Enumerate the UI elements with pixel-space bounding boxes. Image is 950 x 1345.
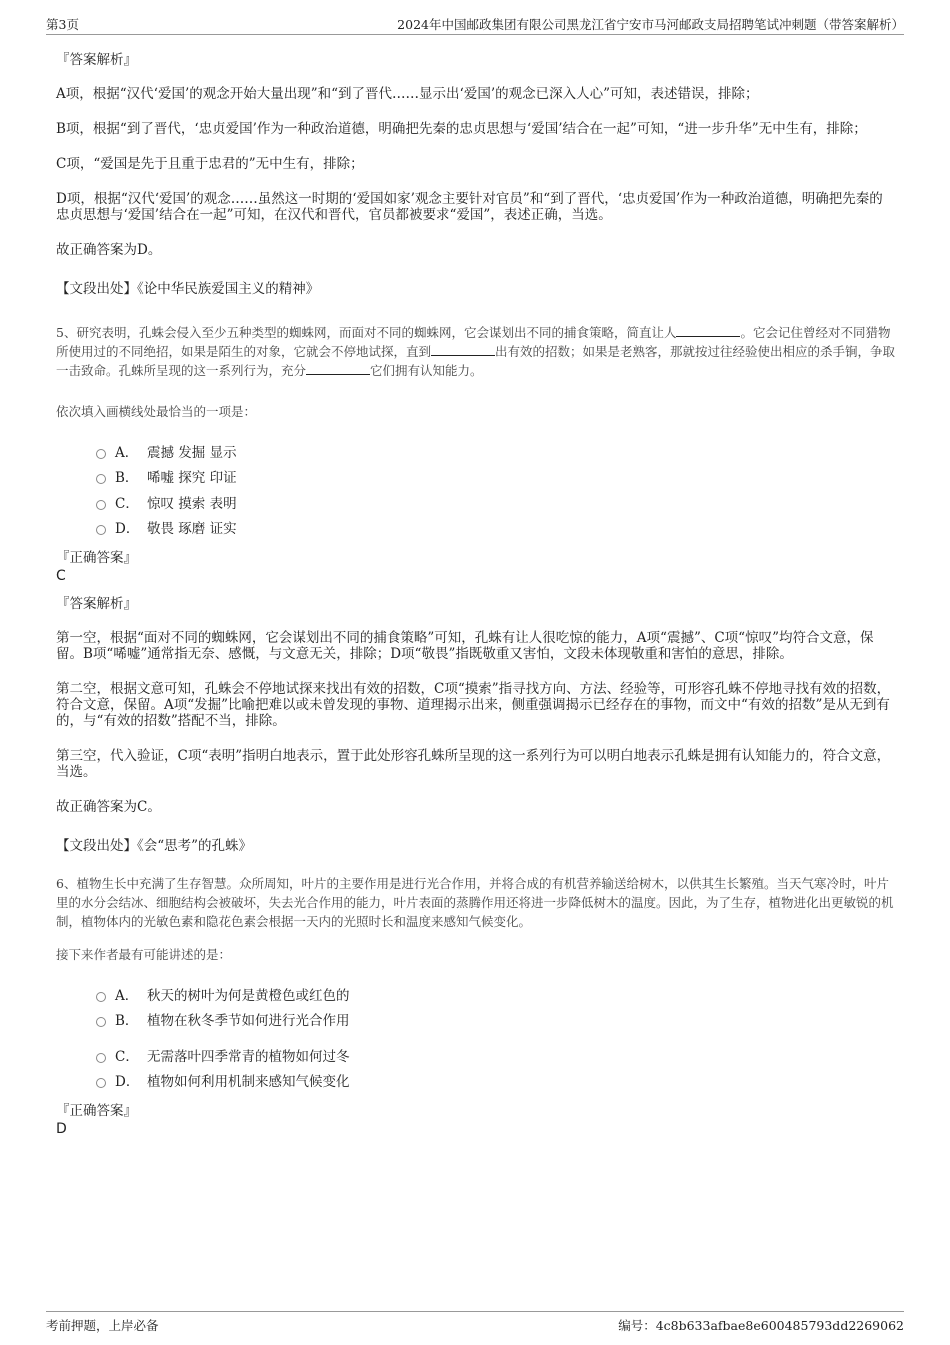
- q5-analysis-3: 第三空，代入验证，C项“表明”指明白地表示，置于此处形容孔蛛所呈现的这一系列行为可以明白地表示孔蛛是拥有认知能力的，符合文意，当选。: [56, 748, 891, 780]
- q5-analysis-1: 第一空，根据“面对不同的蜘蛛网，它会谋划出不同的捕食策略”可知，孔蛛有让人很吃惊的能力，A项“震撼”、C项“惊叹”均符合文意，保留。B项“唏嘘”通常指无奈、感慨，与文意无关，排除；D项“敬畏”指既敬重又害怕，文段未体现敬重和害怕的意思，排除。: [56, 630, 874, 662]
- page-content: [56, 48, 896, 1145]
- q5-option-a[interactable]: A． 震撼 发掘 显示: [96, 438, 896, 464]
- footer-slogan: 考前押题，上岸必备: [46, 1318, 159, 1333]
- q5-option-b[interactable]: B． 唏嘘 探究 印证: [96, 464, 896, 490]
- q4-source: 【文段出处】《论中华民族爱国主义的精神》: [56, 281, 320, 297]
- q6-options: [96, 981, 896, 1093]
- document-title: 2024年中国邮政集团有限公司黑龙江省宁安市马河邮政支局招聘笔试冲刺题（带答案解析）: [397, 17, 904, 32]
- q5-stem: 5、研究表明，孔蛛会侵入至少五种类型的蜘蛛网，而面对不同的蜘蛛网，它会谋划出不同的捕食策略，简直让人 。它会记住曾经对不同猎物所使用过的不同绝招，如果是陌生的对象，它就会不停地试探，直到 出有效的招数；如果是老熟客，那就按过往经验使出相应的杀手锏，争取一击致命。孔蛛所呈现的这一系列行为，充分 它们拥有认知能力。: [56, 325, 896, 378]
- q5-analysis-label: 『答案解析』: [56, 596, 137, 612]
- footer-serial: 编号：4c8b633afbae8e600485793dd2269062: [618, 1318, 904, 1333]
- blank-3: [306, 362, 370, 375]
- q5-option-c[interactable]: C． 惊叹 摸索 表明: [96, 489, 896, 515]
- radio-icon[interactable]: [96, 525, 106, 535]
- blank-2: [431, 343, 495, 356]
- radio-icon[interactable]: [96, 1078, 106, 1088]
- q4-analysis-b: B项，根据“到了晋代，‘忠贞爱国’作为一种政治道德，明确把先秦的忠贞思想与‘爱国’结合在一起”可知，“进一步升华”无中生有，排除；: [56, 121, 867, 137]
- q5-answer-label: 『正确答案』: [56, 550, 137, 566]
- radio-icon[interactable]: [96, 992, 106, 1002]
- q6-option-c[interactable]: C． 无需落叶四季常青的植物如何过冬: [96, 1042, 896, 1068]
- q6-option-b[interactable]: B． 植物在秋冬季节如何进行光合作用: [96, 1007, 896, 1033]
- radio-icon[interactable]: [96, 1017, 106, 1027]
- radio-icon[interactable]: [96, 449, 106, 459]
- q5-answer: C: [56, 568, 66, 584]
- radio-icon[interactable]: [96, 1053, 106, 1063]
- radio-icon[interactable]: [96, 474, 106, 484]
- q5-options: [96, 438, 896, 540]
- q4-analysis-a: A项，根据“汉代‘爱国’的观念开始大量出现”和“到了晋代……显示出‘爱国’的观念已深入人心”可知，表述错误，排除；: [56, 86, 759, 102]
- blank-1: [676, 324, 740, 337]
- q6-prompt: 接下来作者最有可能讲述的是：: [56, 947, 232, 962]
- q5-analysis-2: 第二空，根据文意可知，孔蛛会不停地试探来找出有效的招数，C项“摸索”指寻找方向、方法、经验等，可形容孔蛛不停地寻找有效的招数，符合文意，保留。A项“发掘”比喻把难以或未曾发现的事物、道理揭示出来，侧重强调揭示已经存在的事物，而文中“有效的招数”是从无到有的，与“有效的招数”搭配不当，排除。: [56, 681, 891, 729]
- page-header: [46, 12, 904, 35]
- q4-analysis-c: C项，“爱国是先于且重于忠君的”无中生有，排除；: [56, 156, 364, 172]
- q6-answer-label: 『正确答案』: [56, 1103, 137, 1119]
- radio-icon[interactable]: [96, 500, 106, 510]
- q4-conclusion: 故正确答案为D。: [56, 242, 162, 258]
- q4-analysis-d: D项，根据“汉代‘爱国’的观念……虽然这一时期的‘爱国如家’观念主要针对官员”和“到了晋代，‘忠贞爱国’作为一种政治道德，明确把先秦的忠贞思想与‘爱国’结合在一起”可知，在汉代和晋代，官员都被要求“爱国”，表述正确，当选。: [56, 191, 883, 223]
- q6-answer: D: [56, 1121, 67, 1137]
- q5-conclusion: 故正确答案为C。: [56, 799, 161, 815]
- page-number: 第3页: [46, 17, 79, 32]
- q5-source: 【文段出处】《会“思考”的孔蛛》: [56, 838, 253, 854]
- q5-option-d[interactable]: D． 敬畏 琢磨 证实: [96, 515, 896, 541]
- page-footer: [46, 1311, 904, 1334]
- q6-stem: 6、植物生长中充满了生存智慧。众所周知，叶片的主要作用是进行光合作用，并将合成的有机营养输送给树木，以供其生长繁殖。当天气寒冷时，叶片里的水分会结冰、细胞结构会被破坏，失去光合作用的能力，叶片表面的蒸腾作用还将进一步降低树木的温度。因此，为了生存，植物进化出更敏锐的机制，植物体内的光敏色素和隐花色素会根据一天内的光照时长和温度来感知气候变化。: [56, 876, 894, 929]
- q4-analysis-label: 『答案解析』: [56, 52, 137, 68]
- q6-option-d[interactable]: D． 植物如何利用机制来感知气候变化: [96, 1068, 896, 1094]
- q6-option-a[interactable]: A． 秋天的树叶为何是黄橙色或红色的: [96, 981, 896, 1007]
- q5-prompt: 依次填入画横线处最恰当的一项是：: [56, 404, 257, 419]
